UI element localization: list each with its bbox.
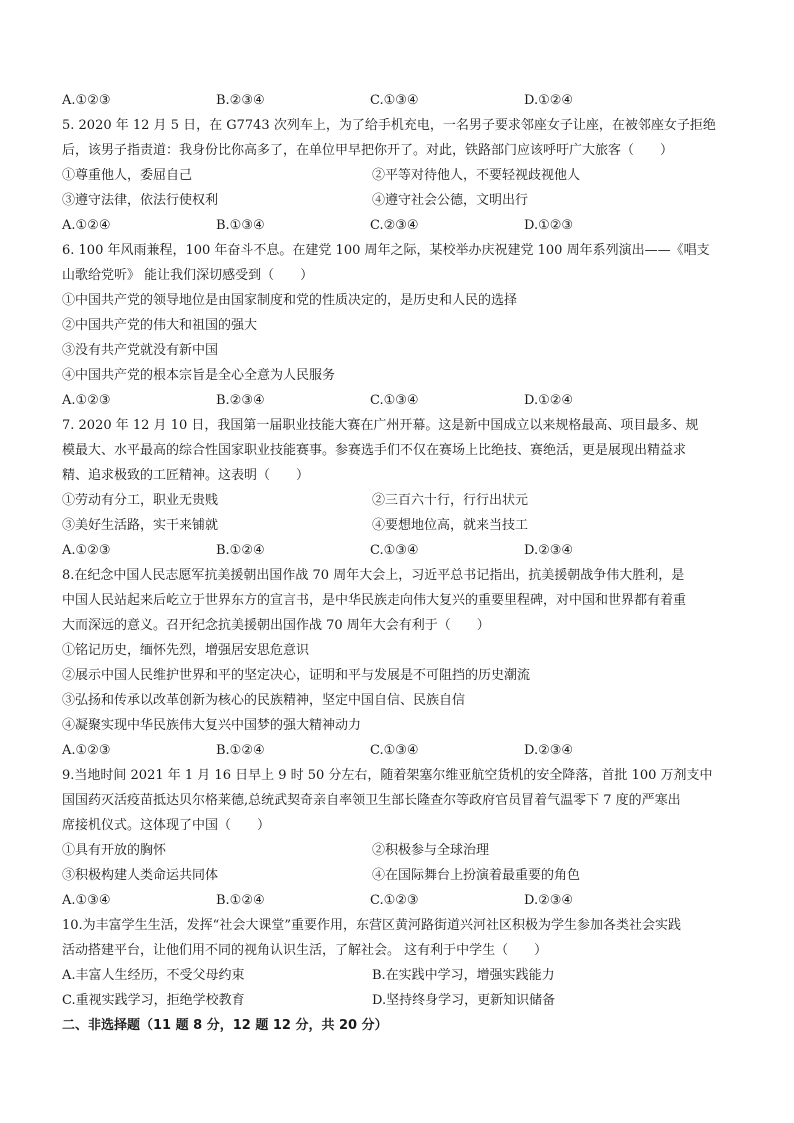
q5-statement-row xyxy=(62,188,742,213)
question-10 xyxy=(62,913,742,1013)
q7-stem-line: 模最大、水平最高的综合性国家职业技能赛事。参赛选手们不仅在赛场上比绝技、赛绝活，更是展现出精益求 xyxy=(62,443,687,458)
q9-stem-line: 国国药灭活疫苗抵达贝尔格莱德,总统武契奇亲自率领卫生部长隆查尔等政府官员冒着气温零下 7 度的严寒出 xyxy=(62,793,681,808)
q7-stem-line: 精、追求极致的工匠精神。这表明（ ） xyxy=(62,468,310,483)
q8-option-a: A.①②③ xyxy=(62,743,111,758)
q10-option-d: D.坚持终身学习，更新知识储备 xyxy=(372,993,556,1008)
q9-statement: ②积极参与全球治理 xyxy=(372,843,490,858)
q8-statement: ①铭记历史，缅怀先烈，增强居安思危意识 xyxy=(62,643,310,658)
q9-option-d: D.②③④ xyxy=(524,893,574,908)
q6-option-b: B.②③④ xyxy=(216,393,265,408)
q6-statement: ②中国共产党的伟大和祖国的强大 xyxy=(62,318,258,333)
q9-option-a: A.①③④ xyxy=(62,893,111,908)
q4-option-a: A.①②③ xyxy=(62,93,111,108)
q7-option-d: D.②③④ xyxy=(524,543,574,558)
q10-stem-line: 活动搭建平台，让他们用不同的视角认识生活，了解社会。 这有利于中学生（ ） xyxy=(62,943,548,958)
q10-option-c: C.重视实践学习，拒绝学校教育 xyxy=(62,993,245,1008)
q5-stem-line: 5. 2020 年 12 月 5 日，在 G7743 次列车上，为了给手机充电，一名男子要求邻座女子让座，在被邻座女子拒绝 xyxy=(62,118,716,133)
q9-statement: ④在国际舞台上扮演着最重要的角色 xyxy=(372,868,581,883)
q5-statement: ②平等对待他人，不要轻视歧视他人 xyxy=(372,168,581,183)
q9-option-b: B.①②④ xyxy=(216,893,265,908)
q8-stem-line: 中国人民站起来后屹立于世界东方的宣言书，是中华民族走向伟大复兴的重要里程碑，对中国和世界都有着重 xyxy=(62,593,687,608)
q7-answer-row xyxy=(62,538,742,563)
question-6 xyxy=(62,238,742,413)
q5-option-b: B.①③④ xyxy=(216,218,265,233)
q8-stem-line: 大而深远的意义。召开纪念抗美援朝出国作战 70 周年大会有利于（ ） xyxy=(62,618,490,633)
q5-option-d: D.①②③ xyxy=(524,218,574,233)
q7-statement: ①劳动有分工，职业无贵贱 xyxy=(62,493,219,508)
q9-statement: ③积极构建人类命运共同体 xyxy=(62,868,219,883)
q4-option-b: B.②③④ xyxy=(216,93,265,108)
q7-option-c: C.①③④ xyxy=(370,543,419,558)
q7-statement: ②三百六十行，行行出状元 xyxy=(372,493,529,508)
q9-statement-row xyxy=(62,863,742,888)
q4-option-d: D.①②④ xyxy=(524,93,574,108)
q10-option-b: B.在实践中学习，增强实践能力 xyxy=(372,968,555,983)
q6-option-a: A.①②③ xyxy=(62,393,111,408)
q8-answer-row xyxy=(62,738,742,763)
q4-option-c: C.①③④ xyxy=(370,93,419,108)
q9-statement-row xyxy=(62,838,742,863)
q6-option-d: D.①②④ xyxy=(524,393,574,408)
question-7 xyxy=(62,413,742,563)
question-9 xyxy=(62,763,742,913)
q5-statement: ①尊重他人，委屈自己 xyxy=(62,168,193,183)
q8-statement: ③弘扬和传承以改革创新为核心的民族精神，坚定中国自信、民族自信 xyxy=(62,693,466,708)
q7-stem-line: 7. 2020 年 12 月 10 日，我国第一届职业技能大赛在广州开幕。这是新中国成立以来规格最高、项目最多、规 xyxy=(62,418,699,433)
q4-answer-row xyxy=(62,88,742,113)
q5-statement: ④遵守社会公德，文明出行 xyxy=(372,193,529,208)
q10-stem-line: 10.为丰富学生生活，发挥“社会大课堂”重要作用，东营区黄河路街道兴河社区积极为学生参加各类社会实践 xyxy=(62,918,681,933)
q6-statement: ③没有共产党就没有新中国 xyxy=(62,343,219,358)
q5-stem-line: 后，该男子指责道：我身份比你高多了，在单位甲早把你开了。对此，铁路部门应该呼吁广大旅客（ ） xyxy=(62,143,674,158)
q7-statement-row xyxy=(62,488,742,513)
q8-statement: ④凝聚实现中华民族伟大复兴中国梦的强大精神动力 xyxy=(62,718,362,733)
q6-statement: ④中国共产党的根本宗旨是全心全意为人民服务 xyxy=(62,368,336,383)
q6-answer-row xyxy=(62,388,742,413)
exam-content xyxy=(62,88,742,1038)
q7-option-a: A.①②③ xyxy=(62,543,111,558)
q6-stem-line: 6. 100 年风雨兼程，100 年奋斗不息。在建党 100 周年之际，某校举办庆祝建党 100 周年系列演出——《唱支 xyxy=(62,243,710,258)
q7-statement: ④要想地位高，就来当技工 xyxy=(372,518,529,533)
q7-statement: ③美好生活路，实干来铺就 xyxy=(62,518,219,533)
q10-option-a: A.丰富人生经历，不受父母约束 xyxy=(62,968,245,983)
q10-option-row xyxy=(62,963,742,988)
q5-option-c: C.②③④ xyxy=(370,218,419,233)
q6-statement: ①中国共产党的领导地位是由国家制度和党的性质决定的，是历史和人民的选择 xyxy=(62,293,518,308)
q6-stem-line: 山歌给党听》 能让我们深切感受到（ ） xyxy=(62,268,314,283)
q7-option-b: B.①②④ xyxy=(216,543,265,558)
q9-stem-line: 席接机仪式。这体现了中国（ ） xyxy=(62,818,271,833)
q8-stem-line: 8.在纪念中国人民志愿军抗美援朝出国作战 70 周年大会上，习近平总书记指出，抗美援朝战争伟大胜利，是 xyxy=(62,568,685,583)
q9-statement: ①具有开放的胸怀 xyxy=(62,843,167,858)
section-2-title: 二、非选择题（11 题 8 分，12 题 12 分，共 20 分） xyxy=(62,1018,388,1033)
q8-statement: ②展示中国人民维护世界和平的坚定决心，证明和平与发展是不可阻挡的历史潮流 xyxy=(62,668,531,683)
q9-stem-line: 9.当地时间 2021 年 1 月 16 日早上 9 时 50 分左右，随着架塞尔维亚航空货机的安全降落，首批 100 万剂支中 xyxy=(62,768,713,783)
q9-answer-row xyxy=(62,888,742,913)
q5-answer-row xyxy=(62,213,742,238)
q9-option-c: C.①②③ xyxy=(370,893,419,908)
q7-statement-row xyxy=(62,513,742,538)
q8-option-b: B.①②④ xyxy=(216,743,265,758)
question-8 xyxy=(62,563,742,763)
q10-option-row xyxy=(62,988,742,1013)
q8-option-d: D.②③④ xyxy=(524,743,574,758)
q5-statement: ③遵守法律，依法行使权利 xyxy=(62,193,219,208)
q8-option-c: C.①③④ xyxy=(370,743,419,758)
q6-option-c: C.①③④ xyxy=(370,393,419,408)
q5-option-a: A.①②④ xyxy=(62,218,111,233)
question-5 xyxy=(62,113,742,238)
q5-statement-row xyxy=(62,163,742,188)
